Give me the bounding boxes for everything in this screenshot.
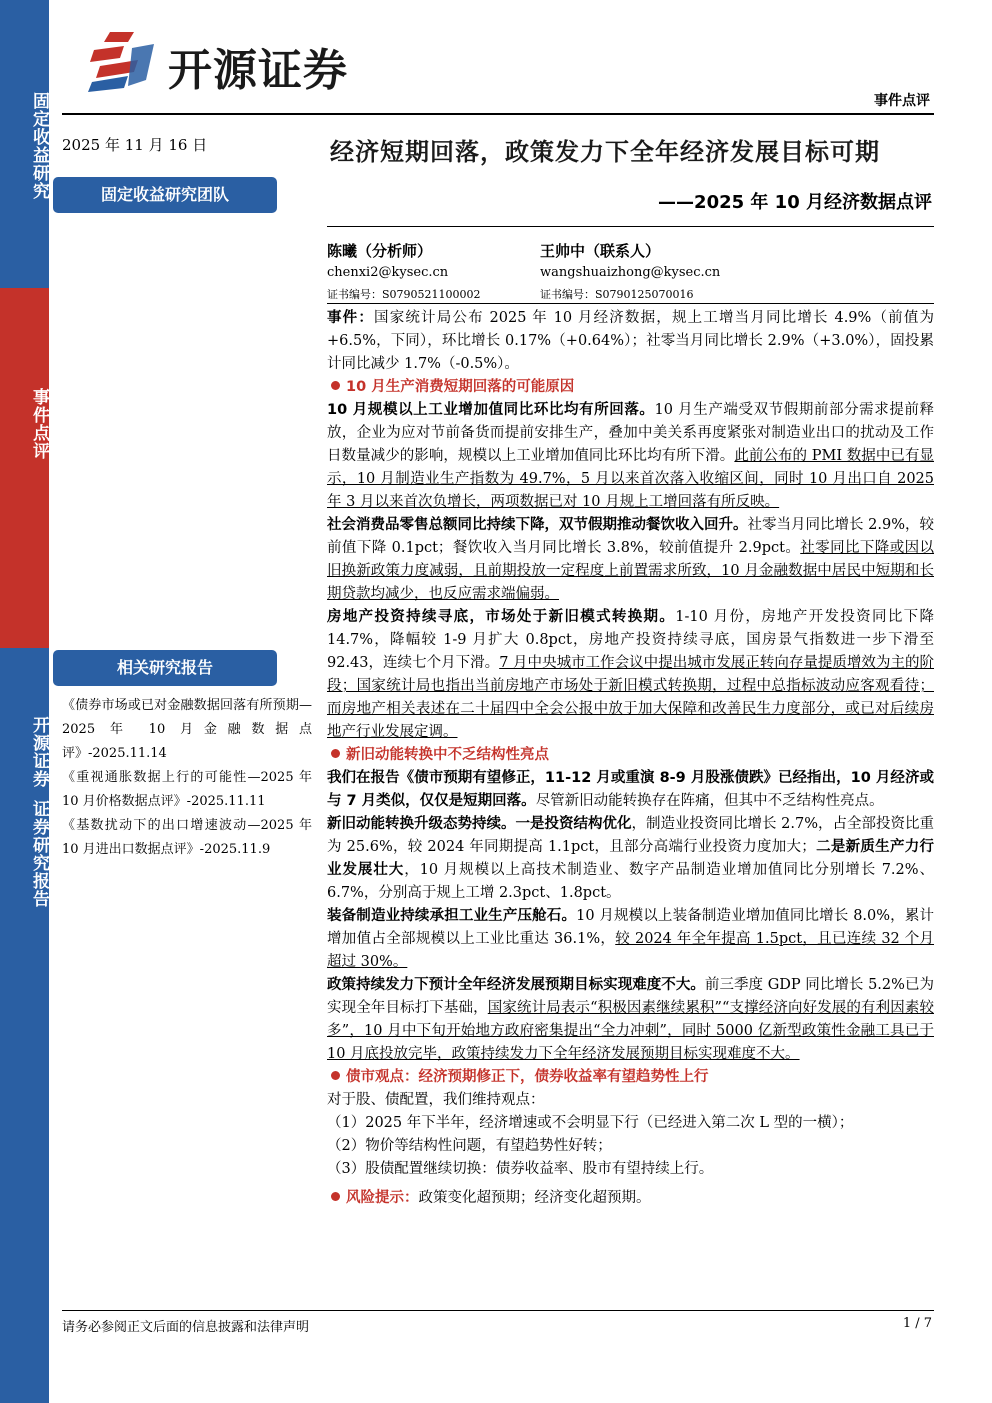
report-body [327,307,934,1210]
author-divider [327,303,934,304]
related-report-item[interactable]: 《基数扰动下的出口增速波动—2025 年 10 月进出口数据点评》-2025.11.9 [62,818,312,857]
list-item: （3）股债配置继续切换：债券收益率、股市有望持续上行。 [327,1161,714,1177]
page-title: 经济短期回落，政策发力下全年经济发展目标可期 [330,138,880,166]
team-badge: 固定收益研究团队 [53,177,277,213]
author-cert: 证书编号：S0790521100002 [327,288,481,301]
footer-divider [62,1310,934,1311]
logo-text: 开源证券 [168,45,348,96]
sidebar-label-event-review: 事件点评 [29,388,49,460]
body-paragraph: 10 月规模以上工业增加值同比环比均有所回落。10 月生产端受双节假期前部分需求提前释放，企业为应对节前备货而提前安排生产，叠加中美关系再度紧张对制造业出口的扰动及工作日数量减少的影响，规模以上工业增加值同比环比均有所下滑。此前公布的 PMI 数据中已有显示，10 月制造业生产指数为 49.7%，5 月以来首次落入收缩区间，同时 10 月出口自 2025 年 3 月以来首次负增长，两项数据已对 10 月规上工增回落有所反映。 [327,402,934,510]
section-heading: 10 月生产消费短期回落的可能原因 [327,376,934,399]
sidebar-red-segment [0,288,49,648]
related-reports-heading: 相关研究报告 [53,650,277,686]
report-date: 2025 年 11 月 16 日 [62,136,208,154]
author-cert: 证书编号：S0790125070016 [540,288,694,301]
bullet-dot-icon [331,1192,340,1201]
left-sidebar [0,0,49,1403]
author-email[interactable]: chenxi2@kysec.cn [327,265,449,280]
page-number: 1 / 7 [902,1316,932,1331]
footer-disclaimer: 请务必参阅正文后面的信息披露和法律声明 [62,1320,310,1335]
list-item: （1）2025 年下半年，经济增速或不会明显下行（已经进入第二次 L 型的一横）； [327,1115,854,1131]
author-email[interactable]: wangshuaizhong@kysec.cn [540,265,721,280]
document-type-label: 事件点评 [874,93,930,109]
event-paragraph: 事件：国家统计局公布 2025 年 10 月经济数据，规上工增当月同比增长 4.9%（前值为+6.5%，下同），环比增长 0.17%（+0.64%）；社零当月同比增长 2.9%（+3.0%），固投累计同比减少 1.7%（-0.5%）。 [327,310,935,372]
author-block [540,240,720,302]
author-name: 王帅中（联系人） [540,242,661,260]
body-paragraph: 社会消费品零售总额同比持续下降，双节假期推动餐饮收入回升。社零当月同比增长 2.9%，较前值下降 0.1pct；餐饮收入当月同比增长 3.8%，较前值提升 2.9pct。社零同比下降或因以旧换新政策力度减弱，且前期投放一定程度上前置需求所致，10 月金融数据中居民中短期和长期贷款均减少，也反应需求端偏弱。 [327,517,935,602]
author-name: 陈曦（分析师） [327,242,433,260]
author-block [327,240,481,302]
page-subtitle: ——2025 年 10 月经济数据点评 [658,192,932,213]
company-logo [88,28,388,98]
sidebar-label-fixed-income: 固定收益研究 [29,92,49,200]
body-paragraph: 我们在报告《债市预期有望修正，11-12 月或重演 8-9 月股涨债跌》已经指出，10 月经济或与 7 月类似，仅仅是短期回落。尽管新旧动能转换存在阵痛，但其中不乏结构性亮点。 [327,770,934,809]
body-paragraph: 房地产投资持续寻底，市场处于新旧模式转换期。1-10 月份，房地产开发投资同比下降 14.7%，降幅较 1-9 月扩大 0.8pct，房地产投资持续寻底，国房景气指数进一步下滑至 92.43，连续七个月下滑。7 月中央城市工作会议中提出城市发展正转向存量提质增效为主的阶段；国家统计局也指出当前房地产市场处于新旧模式转换期，过程中总指标波动应客观看待；而房地产相关表述在二十届四中全会公报中放于加大保障和改善民生力度部分，或已对后续房地产行业发展定调。 [327,609,934,740]
header-divider [62,113,934,115]
bullet-dot-icon [331,749,340,758]
sidebar-label-kaiyuan: 开源证券 [29,716,49,788]
title-divider [327,226,934,227]
body-paragraph: 新旧动能转换升级态势持续。一是投资结构优化，制造业投资同比增长 2.7%，占全部投资比重为 25.6%，较 2024 年同期提高 1.1pct，且部分高端行业投资力度加大；二是新质生产力行业发展壮大，10 月规模以上高技术制造业、数字产品制造业增加值同比分别增长 7.2%、6.7%，分别高于规上工增 2.3pct、1.8pct。 [327,816,934,901]
risk-paragraph: 风险提示：政策变化超预期；经济变化超预期。 [327,1187,934,1210]
bullet-dot-icon [331,381,340,390]
related-report-item[interactable]: 《重视通胀数据上行的可能性—2025 年 10 月价格数据点评》-2025.11.11 [62,770,312,809]
logo-mark-icon [88,28,160,92]
bullet-dot-icon [331,1071,340,1080]
body-paragraph: 对于股、债配置，我们维持观点： [327,1092,545,1108]
sidebar-label-research-report: 证券研究报告 [29,800,49,908]
related-reports-list [62,694,312,862]
body-paragraph: 装备制造业持续承担工业生产压舱石。10 月规模以上装备制造业增加值同比增长 8.0%，累计增加值占全部规模以上工业比重达 36.1%，较 2024 年全年提高 1.5pct，且已连续 32 个月超过 30%。 [327,908,935,970]
section-heading: 债市观点：经济预期修正下，债券收益率有望趋势性上行 [327,1066,934,1089]
related-report-item[interactable]: 《债券市场或已对金融数据回落有所预期—2025 年 10 月金融数据点评》-2025.11.14 [62,698,312,761]
section-heading: 新旧动能转换中不乏结构性亮点 [327,744,934,767]
body-paragraph: 政策持续发力下预计全年经济发展预期目标实现难度不大。前三季度 GDP 同比增长 5.2%已为实现全年目标打下基础，国家统计局表示“积极因素继续累积”“支撑经济向好发展的有利因素较多”，10 月中下旬开始地方政府密集提出“全力冲刺”，同时 5000 亿新型政策性金融工具已于 10 月底投放完毕，政策持续发力下全年经济发展预期目标实现难度不大。 [327,977,934,1062]
list-item: （2）物价等结构性问题，有望趋势性好转； [327,1138,612,1154]
